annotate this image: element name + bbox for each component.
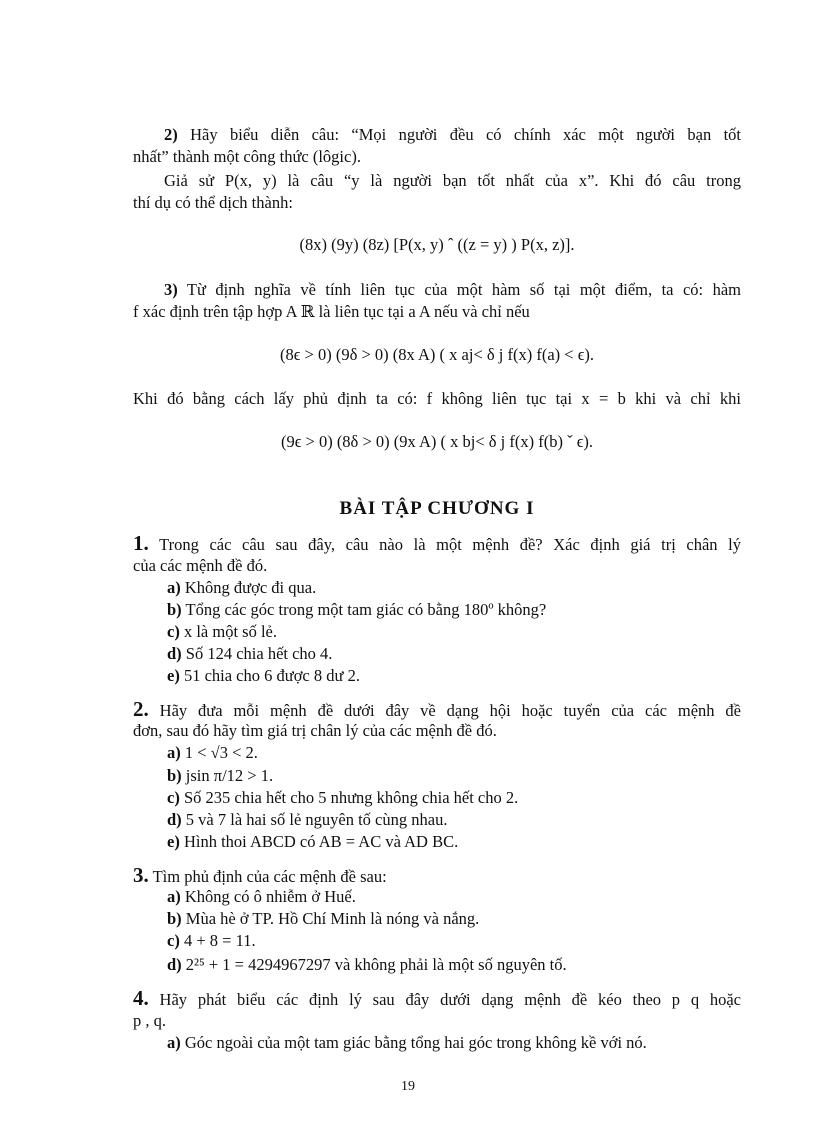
exercise-4-item-a xyxy=(167,1032,741,1054)
item-text: 4 + 8 = 11. xyxy=(183,931,256,950)
exercise-2-item-c xyxy=(167,787,741,809)
paragraph-2-line-4: thí dụ có thể dịch thành: xyxy=(133,193,293,212)
item-label: d) xyxy=(167,810,182,829)
exercise-4-number: 4. xyxy=(133,986,149,1010)
exercise-3-item-d xyxy=(167,954,741,976)
item-text: 51 chia cho 6 được 8 dư 2. xyxy=(183,666,360,685)
exercise-3-number: 3. xyxy=(133,863,149,887)
exercise-1-item-d xyxy=(167,643,741,665)
item-text: 1 < √3 < 2. xyxy=(184,743,258,762)
item-label: b) xyxy=(167,766,182,785)
exercise-2-item-e xyxy=(167,831,741,853)
item-label: a) xyxy=(167,1033,181,1052)
exercise-3-line-1 xyxy=(133,864,741,888)
exercise-2-text-1: Hãy đưa mỗi mệnh đề dưới đây về dạng hội hoặc tuyển của các mệnh đề xyxy=(159,701,741,720)
chapter-title: BÀI TẬP CHƯƠNG I xyxy=(339,498,535,519)
paragraph-3-line-1 xyxy=(164,279,741,301)
exercise-2-line-2: đơn, sau đó hãy tìm giá trị chân lý của các mệnh đề đó. xyxy=(133,721,497,740)
item-label: b) xyxy=(167,909,182,928)
item-text: Số 235 chia hết cho 5 nhưng không chia hết cho 2. xyxy=(183,788,519,807)
paragraph-2-number: 2) xyxy=(164,125,178,144)
exercise-2-line-1 xyxy=(133,698,741,722)
item-label: a) xyxy=(167,743,181,762)
item-label: a) xyxy=(167,578,181,597)
item-text: jsin π/12 > 1. xyxy=(185,766,274,785)
item-text: Không có ô nhiễm ở Huế. xyxy=(184,887,356,906)
item-text: Góc ngoài của một tam giác bằng tổng hai góc trong không kề với nó. xyxy=(184,1033,647,1052)
item-text: Mùa hè ở TP. Hồ Chí Minh là nóng và nắng. xyxy=(185,909,480,928)
exercise-3-item-c xyxy=(167,930,741,952)
item-label: a) xyxy=(167,887,181,906)
exercise-1-item-e xyxy=(167,665,741,687)
exercise-2-item-a xyxy=(167,742,741,764)
exercise-1-item-c xyxy=(167,621,741,643)
formula-2: (8ϵ > 0) (9δ > 0) (8x A) ( x aj< δ j f(x) f(a) < ϵ). xyxy=(280,345,594,364)
exercise-1-item-a xyxy=(167,577,741,599)
item-text: Tổng các góc trong một tam giác có bằng 180º không? xyxy=(185,600,547,619)
page-number: 19 xyxy=(401,1079,415,1094)
item-label: e) xyxy=(167,832,180,851)
exercise-2-item-b xyxy=(167,765,741,787)
exercise-2-number: 2. xyxy=(133,697,149,721)
paragraph-3-line-2: f xác định trên tập hợp A ℝ là liên tục tại a A nếu và chỉ nếu xyxy=(133,302,530,321)
exercise-1-number: 1. xyxy=(133,531,149,555)
exercise-1-item-b xyxy=(167,599,741,621)
item-text: Số 124 chia hết cho 4. xyxy=(185,644,333,663)
paragraph-3-number: 3) xyxy=(164,280,178,299)
paragraph-2-line-3: Giả sử P(x, y) là câu “y là người bạn tốt nhất của x”. Khi đó câu trong xyxy=(164,171,741,190)
exercise-1-line-2: của các mệnh đề đó. xyxy=(133,556,268,575)
paragraph-2-line-2: nhất” thành một công thức (lôgic). xyxy=(133,147,361,166)
exercise-1-line-1 xyxy=(133,532,741,556)
item-label: e) xyxy=(167,666,180,685)
paragraph-3-text-1: Từ định nghĩa về tính liên tục của một hàm số tại một điểm, ta có: hàm xyxy=(186,280,741,299)
paragraph-2-line-1 xyxy=(164,124,741,146)
item-label: d) xyxy=(167,955,182,974)
exercise-3-item-b xyxy=(167,908,741,930)
item-label: b) xyxy=(167,600,182,619)
formula-3: (9ϵ > 0) (8δ > 0) (9x A) ( x bj< δ j f(x) f(b) ˇ ϵ). xyxy=(280,432,594,451)
formula-1: (8x) (9y) (8z) [P(x, y) ˆ ((z = y) ) P(x, z)]. xyxy=(299,235,575,254)
item-label: c) xyxy=(167,931,180,950)
exercise-3-text-1: Tìm phủ định của các mệnh đề sau: xyxy=(152,867,387,886)
exercise-1-text-1: Trong các câu sau đây, câu nào là một mệnh đề? Xác định giá trị chân lý xyxy=(159,535,741,554)
item-label: d) xyxy=(167,644,182,663)
item-text: x là một số lẻ. xyxy=(183,622,277,641)
paragraph-3-line-3: Khi đó bằng cách lấy phủ định ta có: f không liên tục tại x = b khi và chỉ khi xyxy=(133,389,741,408)
exercise-4-line-1 xyxy=(133,987,741,1011)
exercise-3-item-a xyxy=(167,886,741,908)
exercise-2-item-d xyxy=(167,809,741,831)
item-text: 5 và 7 là hai số lẻ nguyên tố cùng nhau. xyxy=(185,810,448,829)
item-text: Hình thoi ABCD có AB = AC và AD BC. xyxy=(183,832,459,851)
item-label: c) xyxy=(167,788,180,807)
paragraph-2-text-1: Hãy biểu diễn câu: “Mọi người đều có chính xác một người bạn tốt xyxy=(190,125,742,144)
item-text: 2²⁵ + 1 = 4294967297 và không phải là một số nguyên tố. xyxy=(185,955,567,974)
item-text: Không được đi qua. xyxy=(184,578,317,597)
item-label: c) xyxy=(167,622,180,641)
exercise-4-line-2: p , q. xyxy=(133,1011,166,1030)
exercise-4-text-1: Hãy phát biểu các định lý sau đây dưới dạng mệnh đề kéo theo p q hoặc xyxy=(159,990,742,1009)
